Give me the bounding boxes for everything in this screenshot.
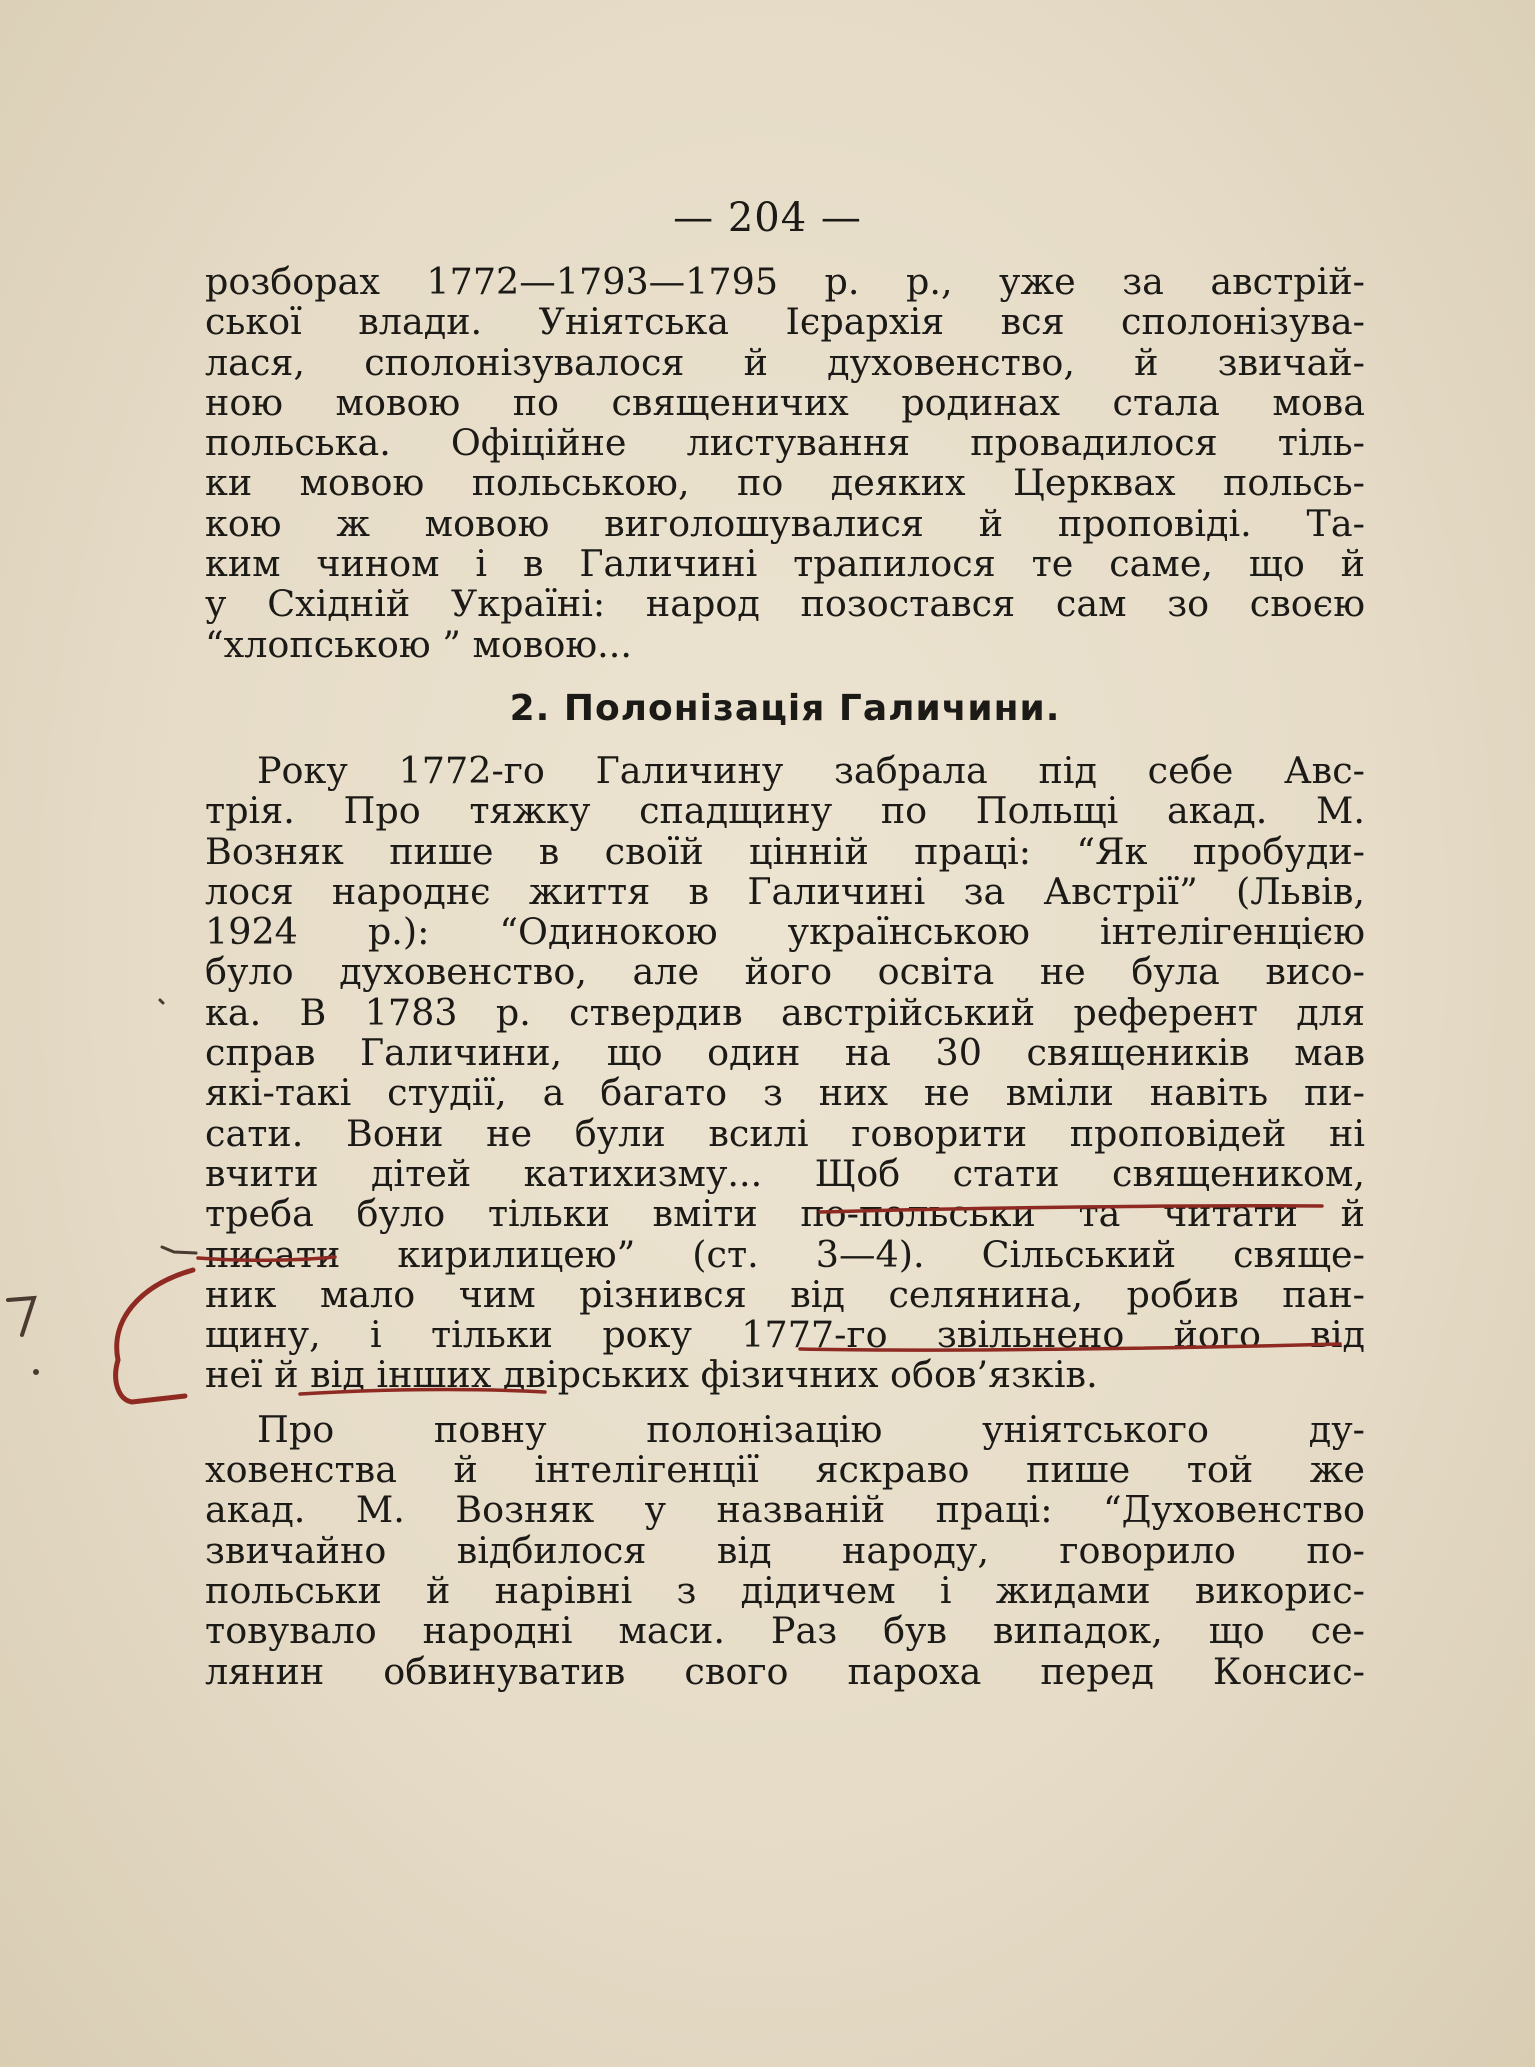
text-line: “хлопською ” мовою... xyxy=(205,622,632,666)
text-line: звичайно відбилося від народу, говорило по- xyxy=(205,1528,1365,1572)
text-line: товувало народні маси. Раз був випадок, що се- xyxy=(205,1609,1365,1653)
red-bracket-mark xyxy=(116,1270,193,1402)
text-line: справ Галичини, що один на 30 священиків мав xyxy=(205,1031,1365,1075)
text-line: писати кирилицею” (ст. 3—4). Сільський свяще- xyxy=(205,1232,1365,1276)
text-line: польськи й нарівні з дідичем і жидами викорис- xyxy=(205,1568,1365,1612)
text-line: кою ж мовою виголошувалися й проповіді. Та- xyxy=(205,501,1365,545)
text-line: треба було тільки вміти по-польськи та читати й xyxy=(205,1192,1365,1236)
paragraph xyxy=(205,1407,1365,1693)
text-line: лася, сполонізувалося й духовенство, й звичай- xyxy=(205,340,1365,384)
text-line: ка. В 1783 р. ствердив австрійський референт для xyxy=(205,990,1365,1034)
margin-mark xyxy=(8,1000,196,1375)
section-title: 2. Полонізація Галичини. xyxy=(509,687,1061,729)
text-line: розборах 1772—1793—1795 р. р., уже за австрій- xyxy=(205,260,1365,303)
page-number: — 204 — xyxy=(673,195,862,241)
text-line: ки мовою польською, по деяких Церквах польсь- xyxy=(205,461,1365,505)
text-line: трія. Про тяжку спадщину по Польщі акад. М. xyxy=(205,789,1365,833)
text-line: Возняк пише в своїй цінній праці: “Як пробуди- xyxy=(205,829,1365,873)
text-line: 1924 р.): “Одинокою українською інтелігенцією xyxy=(205,910,1365,954)
text-line: які-такі студії, а багато з них не вміли навіть пи- xyxy=(205,1071,1365,1115)
text-line: Року 1772-го Галичину забрала під себе Авс- xyxy=(257,748,1365,792)
text-line: у Східній Україні: народ позостався сам зо своєю xyxy=(205,582,1365,626)
text-line: акад. М. Возняк у названій праці: “Духовенство xyxy=(205,1488,1365,1532)
body-text xyxy=(205,262,1365,1692)
text-line: щину, і тільки року 1777-го звільнено його від xyxy=(205,1313,1365,1357)
text-line: ської влади. Уніятська Ієрархія вся сполонізува- xyxy=(205,300,1365,344)
paragraph xyxy=(205,748,1365,1397)
text-line: лося народнє життя в Галичині за Австрії” (Львів, xyxy=(205,869,1365,913)
text-line: було духовенство, але його освіта не була висо- xyxy=(205,950,1365,994)
text-line: вчити дітей катихизму... Щоб стати священиком, xyxy=(205,1151,1365,1195)
text-line: сати. Вони не були всилі говорити проповідей ні xyxy=(205,1111,1365,1155)
paragraph-continued xyxy=(205,262,1365,665)
text-line: неї й від інших двірських фізичних обов’язків. xyxy=(205,1353,1098,1397)
text-line: польська. Офіційне листування провадилося тіль- xyxy=(205,421,1365,465)
text-line: ною мовою по священичих родинах стала мова xyxy=(205,380,1365,424)
text-line: лянин обвинуватив свого пароха перед Консис- xyxy=(205,1649,1365,1693)
text-line: ким чином і в Галичині трапилося те саме, що й xyxy=(205,542,1365,586)
text-line: ник мало чим різнився від селянина, робив пан- xyxy=(205,1272,1365,1316)
text-line: Про повну полонізацію уніятського ду- xyxy=(257,1407,1365,1451)
text-line: ховенства й інтелігенції яскраво пише той же xyxy=(205,1448,1365,1492)
